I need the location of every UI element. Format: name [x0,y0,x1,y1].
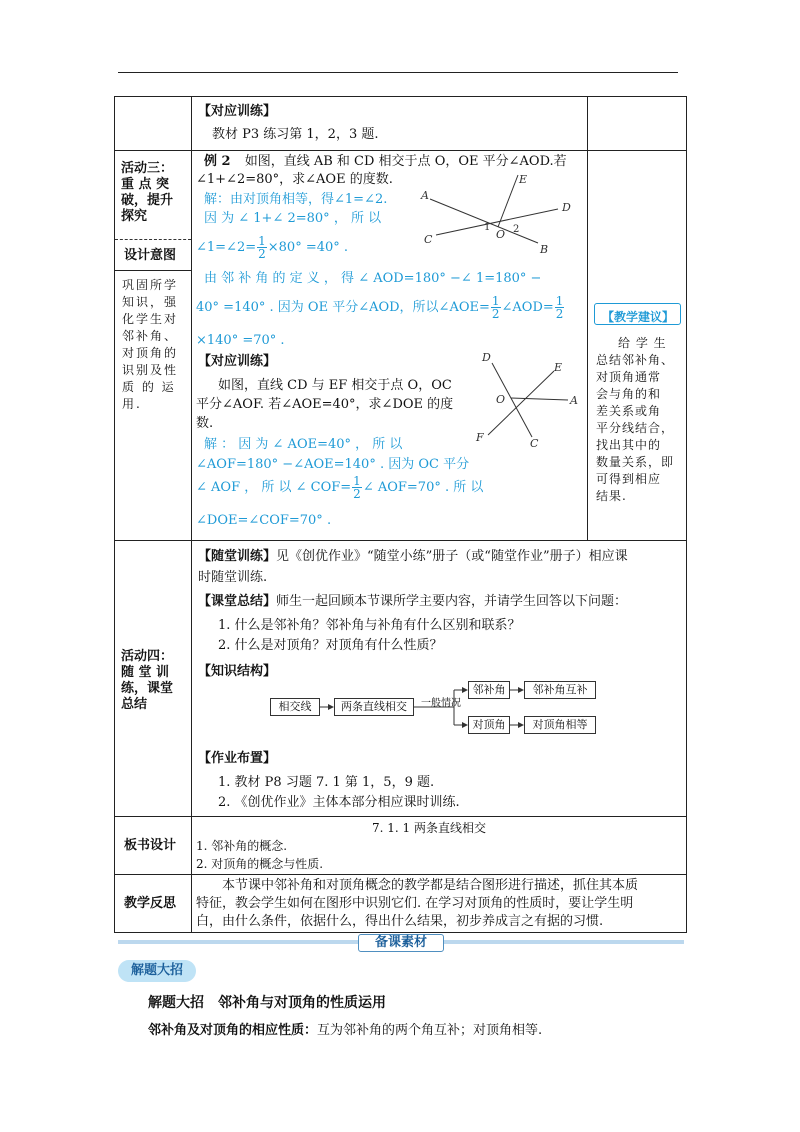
activity4-label [121,649,173,713]
flow-box-two-lines: 两条直线相交 [334,698,414,716]
example-s5a: 40° =140° . 因为 OE 平分∠AOD，所以∠AOE= [196,300,490,315]
row4-content-cell [192,817,687,875]
line-ab [430,199,538,243]
example-label: 例 2 [204,154,231,169]
materials-band [118,934,684,950]
reflection-line-1: 本节课中邻补角和对顶角概念的教学都是结合图形进行描述，抓住其本质 [222,878,639,893]
row1-content-cell [192,97,588,151]
activity3-label-line: 探究 [121,209,148,224]
teaching-tip-line: 会与角的和 [596,387,662,401]
example-s2: 因 为 ∠ 1+∠ 2=80° ， 所 以 [204,211,382,226]
row2-content-cell [192,151,588,541]
board-title: 7. 1. 1 两条直线相交 [372,821,486,835]
row-board-design [115,817,687,875]
fig1-label: 1 [484,222,491,233]
flow-box-adjacent-supplementary-property: 邻补角互补 [524,681,596,699]
class-summary-heading: 【课堂总结】 [198,594,277,609]
training2-heading: 【对应训练】 [198,354,277,369]
board-line-2: 2. 对顶角的概念与性质. [196,857,324,871]
teaching-tip-line: 可得到相应 [596,472,662,486]
design-intent-line: 用. [122,397,142,411]
row3-content-cell [192,541,687,817]
teaching-tip-text [596,335,674,505]
flowchart-arrows [192,541,672,771]
fig1-label: E [519,173,528,186]
design-intent-label: 设计意图 [124,248,177,263]
activity4-label-line: 活动四： [121,649,174,664]
fraction-den: 2 [258,247,266,261]
teaching-tip-line: 平分线结合， [596,421,675,435]
materials-badge: 备课素材 [358,934,444,952]
lesson-table [114,96,687,933]
fig1-label: A [421,189,429,202]
teaching-tip-line: 对顶角通常 [596,370,662,384]
training2-s2: ∠AOF=180° −∠AOE=140° . 因为 OC 平分 [196,457,470,472]
design-intent-line: 巩固所学 [122,278,179,292]
fraction-num: 1 [555,294,564,308]
half-fraction [257,235,267,260]
activity3-label-line: 活动三： [121,161,174,176]
divider [115,239,191,240]
property-statement-text: 互为邻补角的两个角互补；对顶角相等. [317,1023,543,1038]
summary-question-1: 1. 什么是邻补角？邻补角与补角有什么区别和联系？ [218,618,521,633]
fig1-label: B [540,243,549,256]
teaching-tip-line: 总结邻补角、 [596,353,675,367]
flow-box-intersecting-lines: 相交线 [270,698,320,716]
row3-left-cell [115,541,192,817]
board-design-label: 板书设计 [124,838,177,853]
fig2-label: E [554,361,563,374]
row2-left-cell [115,151,192,541]
in-class-training-cont: 时随堂训练. [198,570,268,585]
in-class-training-heading: 【随堂训练】 [198,549,277,564]
design-intent-line: 对顶角的 [122,346,179,360]
design-intent-line: 化学生对 [122,312,179,326]
training-heading: 【对应训练】 [198,104,277,119]
training2-s4: ∠DOE=∠COF=70° . [196,513,332,528]
teaching-tip-line: 数量关系，即 [596,455,675,469]
board-line-1: 1. 邻补角的概念. [196,839,288,853]
row5-content-cell [192,875,687,933]
fig2-label: F [476,431,484,444]
fig2-label: O [496,393,506,406]
top-rule [118,72,678,73]
training2-s1: 解 ： 因 为 ∠ AOE=40° ， 所 以 [204,437,403,452]
flow-box-vertical-angles: 对顶角 [468,716,510,734]
fig1-label: O [496,228,506,241]
row-activity4 [115,541,687,817]
example-s3a: ∠1=∠2= [196,240,257,255]
fraction-den: 2 [555,307,564,321]
fraction-den: 2 [353,487,361,501]
teaching-tip-line: 结果. [596,489,627,503]
fig1-label: 2 [513,224,520,235]
fraction-num: 1 [353,474,361,488]
example-s4: 由 邻 补 角 的 定 义 ， 得 ∠ AOD=180° −∠ 1=180° − [204,271,542,286]
reflection-line-2: 特征，教会学生如何在图形中识别它们. 在学习对顶角的性质时，要让学生明 [196,896,634,911]
fraction-den: 2 [491,307,500,321]
design-intent-line: 知识，强 [122,295,179,309]
reflection-line-3: 白，由什么条件，依据什么，得出什么结果，初步养成言之有据的习惯. [196,914,604,929]
training2-q2: 平分∠AOF. 若∠AOE=40°，求∠DOE 的度 [196,397,454,412]
ray-oa [511,398,568,400]
fraction-num: 1 [258,234,266,248]
design-intent-line: 邻补角、 [122,329,179,343]
activity4-label-line: 随 堂 训 [121,665,170,680]
design-intent-line: 识别及性 [122,363,179,377]
training2-s3b: ∠ AOF=70° . 所 以 [362,480,484,495]
class-summary-text: 师生一起回顾本节课所学主要内容，并请学生回答以下问题： [276,594,628,609]
row4-left-cell [115,817,192,875]
fig2-label: D [482,351,491,364]
flow-box-adjacent-supplementary: 邻补角 [468,681,510,699]
example-s5b: ∠AOD= [501,300,554,315]
activity4-label-line: 练，课堂 [121,681,174,696]
solution-heading: 解题大招 邻补角与对顶角的性质运用 [148,995,386,1011]
homework-2: 2. 《创优作业》主体本部分相应课时训练. [218,795,460,810]
training2-s3 [196,473,483,503]
reflection-label: 教学反思 [124,896,177,911]
divider [115,270,191,271]
property-statement-bold: 邻补角及对顶角的相应性质： [148,1023,318,1038]
fig1-label: D [562,201,571,214]
figure-intersecting-lines-2 [470,349,580,449]
row5-left-cell [115,875,192,933]
row2-right-cell [588,151,687,541]
figure-intersecting-lines-1 [418,171,571,257]
flow-box-vertical-angles-property: 对顶角相等 [524,716,596,734]
training-text: 教材 P3 练习第 1，2，3 题. [212,127,379,142]
example-s5 [196,293,565,323]
example-s1: 解：由对顶角相等，得∠1=∠2. [204,192,388,207]
example-question-line1 [204,154,567,170]
fig2-label: A [570,394,578,407]
homework-heading: 【作业布置】 [198,751,277,766]
fraction-num: 1 [491,294,500,308]
activity3-label-line: 破，提升 [121,193,174,208]
training2-q1: 如图，直线 CD 与 EF 相交于点 O，OC [218,378,452,393]
teaching-tip-line: 差关系或角 [596,404,662,418]
example-s3 [196,233,348,263]
half-fraction [491,295,501,320]
row1-left-cell [115,97,192,151]
example-q1: 如图，直线 AB 和 CD 相交于点 O，OE 平分∠AOD.若 [244,154,567,169]
activity3-label [121,161,173,225]
teaching-tip-title: 【教学建议】 [601,310,674,324]
fig1-label: C [424,233,433,246]
row-activity3 [115,151,687,541]
design-intent-line: 质 的 运 [122,380,176,394]
in-class-training-text: 见《创优作业》“随堂小练”册子（或“随堂作业”册子）相应课 [276,549,628,564]
example-s6: ×140° =70° . [196,333,285,348]
summary-question-2: 2. 什么是对顶角？对顶角有什么性质？ [218,638,443,653]
row-training [115,97,687,151]
solution-tips-tag: 解题大招 [118,960,196,982]
row-reflection [115,875,687,933]
knowledge-structure-heading: 【知识结构】 [198,664,277,679]
homework-1: 1. 教材 P8 习题 7. 1 第 1，5，9 题. [218,775,435,790]
property-statement [148,1019,542,1038]
half-fraction [352,475,362,500]
half-fraction [555,295,565,320]
design-intent-text [122,277,178,413]
flow-general-case: 一般情况 [421,698,461,709]
row1-right-cell [588,97,687,151]
teaching-tip-line: 找出其中的 [596,438,662,452]
training2-q3: 数. [196,416,214,431]
fig2-label: C [530,437,539,450]
teaching-tip-line: 给 学 生 [618,336,667,350]
training2-s3a: ∠ AOF ， 所 以 ∠ COF= [196,480,352,495]
activity3-label-line: 重 点 突 [121,177,170,192]
example-s3b: ×80° =40° . [267,240,349,255]
activity4-label-line: 总结 [121,697,148,712]
example-q2: ∠1+∠2=80°，求∠AOE 的度数. [196,172,393,187]
